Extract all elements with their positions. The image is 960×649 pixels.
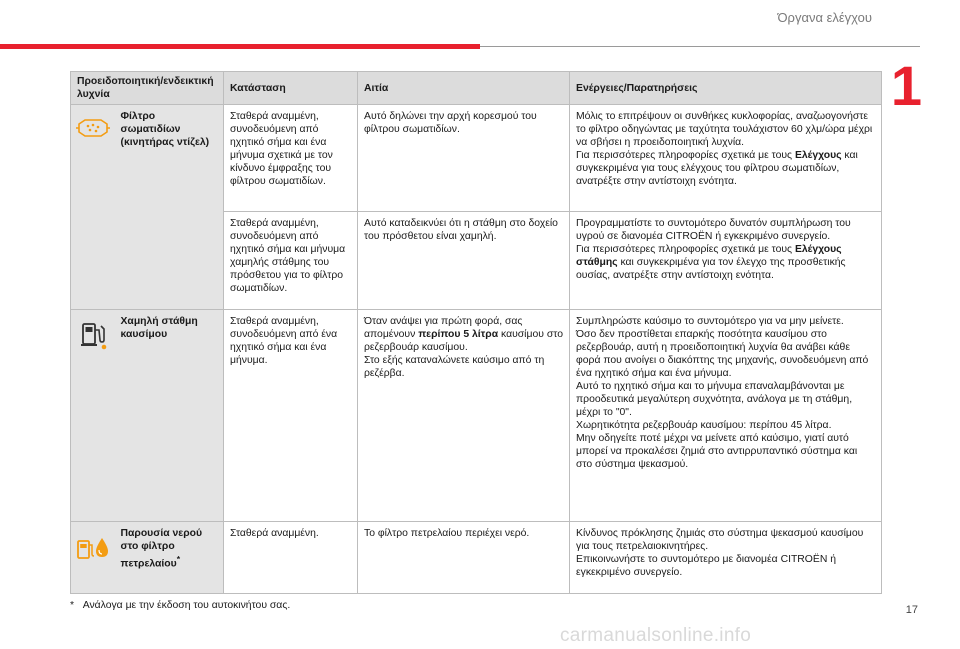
lamp-name [115, 522, 224, 594]
cause-text-part: Όταν ανάψει για πρώτη φορά, σας απομένουν [364, 316, 523, 340]
lamp-cause [358, 310, 570, 522]
action-text: Μόλις το επιτρέψουν οι συνθήκες κυκλοφορίας, αναζωογονήστε το φίλτρο οδηγώντας με ταχύτητα τουλάχιστον 60 χλμ/ώρα μέχρι να σβήσει η προειδοποιητική λυχνία. [576, 111, 873, 148]
action-text: Προγραμματίστε το συντομότερο δυνατόν συμπλήρωση του υγρού σε διανομέα CITROËN ή εγκεκριμένο συνεργείο. [576, 218, 851, 242]
lamp-cause: Το φίλτρο πετρελαίου περιέχει νερό. [358, 522, 570, 594]
action-text: Αυτό το ηχητικό σήμα και το μήνυμα επαναλαμβάνονται με προοδευτικά μεγαλύτερη συχνότητα, ανάλογα με τη στάθμη, μέχρι το "0". [576, 381, 853, 418]
watermark: carmanualsonline.info [560, 625, 752, 646]
fuel-pump-icon [71, 310, 115, 360]
chapter-number: 1 [890, 54, 922, 117]
footnote-text: Ανάλογα με την έκδοση του αυτοκινήτου σας. [82, 600, 291, 611]
page-number: 17 [905, 604, 918, 616]
action-text [576, 243, 875, 282]
lamp-action [570, 212, 882, 310]
lamp-state: Σταθερά αναμμένη, συνοδευόμενη από ηχητικό σήμα και ένα μήνυμα σχετικά με τον κίνδυνο έμφραξης του φίλτρου σωματιδίων. [224, 105, 358, 212]
footnote [70, 600, 290, 611]
action-text [576, 149, 875, 188]
cause-text-part: καυσίμου στο ρεζερβουάρ καυσίμου. [364, 329, 563, 353]
lamp-state: Σταθερά αναμμένη, συνοδευόμενη από ένα ηχητικό σήμα και ένα μήνυμα. [224, 310, 358, 522]
footnote-mark: * [70, 600, 75, 611]
icon-cell [71, 310, 115, 522]
lamp-name-text: Παρουσία νερού στο φίλτρο πετρελαίου [120, 528, 203, 570]
lamp-action [570, 522, 882, 594]
icon-cell [71, 522, 115, 594]
action-text: Όσο δεν προστίθεται επαρκής ποσότητα καυσίμου στο ρεζερβουάρ, αυτή η προειδοποιητική λυχνία θα ανάβει κάθε φορά που ανοίγει ο διακόπτης της μηχανής, συνοδευόμενη από ένα ηχητικό σήμα και ένα μήνυμα. [576, 329, 869, 379]
fuel-amount: περίπου 5 λίτρα [418, 329, 499, 340]
header-rule [480, 46, 920, 47]
column-header-action: Ενέργειες/Παρατηρήσεις [570, 72, 882, 105]
section-reference: Ελέγχους στάθμης [576, 244, 842, 268]
table-header-row [71, 72, 882, 105]
action-text: Κίνδυνος πρόκλησης ζημιάς στο σύστημα ψεκασμού καυσίμου για τους πετρελαιοκινητήρες. [576, 528, 864, 552]
column-header-lamp: Προειδοποιητική/ενδεικτική λυχνία [71, 72, 224, 105]
action-text: Συμπληρώστε καύσιμο το συντομότερο για να μην μείνετε. [576, 316, 844, 327]
header-accent-bar [0, 44, 480, 49]
section-reference: Ελέγχους [794, 150, 842, 161]
lamp-name: Χαμηλή στάθμη καυσίμου [115, 310, 224, 522]
cause-text: Στο εξής καταναλώνετε καύσιμο από τη ρεζέρβα. [364, 355, 545, 379]
lamp-cause: Αυτό δηλώνει την αρχή κορεσμού του φίλτρου σωματιδίων. [358, 105, 570, 212]
table-row [71, 310, 882, 522]
table-row [71, 105, 882, 212]
table-row [71, 522, 882, 594]
footnote-mark: * [176, 554, 181, 564]
icon-cell [71, 105, 115, 310]
action-text-part: Για περισσότερες πληροφορίες σχετικά με τους [576, 244, 795, 255]
lamp-cause: Αυτό καταδεικνύει ότι η στάθμη στο δοχείο του πρόσθετου είναι χαμηλή. [358, 212, 570, 310]
water-in-fuel-filter-icon [71, 522, 115, 574]
lamp-action [570, 310, 882, 522]
action-text: Επικοινωνήστε το συντομότερο με διανομέα CITROËN ή εγκεκριμένο συνεργείο. [576, 554, 836, 578]
lamp-action [570, 105, 882, 212]
particle-filter-icon [71, 105, 115, 151]
cause-text [364, 315, 563, 354]
action-text-part: και συγκεκριμένα για τον έλεγχο της προσθετικής ουσίας, ανατρέξτε στην αντίστοιχη ενότητα. [576, 257, 846, 281]
section-title: Όργανα ελέγχου [777, 10, 872, 25]
action-text-part: Για περισσότερες πληροφορίες σχετικά με τους [576, 150, 795, 161]
action-text: Χωρητικότητα ρεζερβουάρ καυσίμου: περίπου 45 λίτρα. [576, 420, 832, 431]
action-text-part: και συγκεκριμένα για τους ελέγχους του φίλτρου σωματιδίων, ανατρέξτε στην αντίστοιχη ενότητα. [576, 150, 858, 187]
column-header-state: Κατάσταση [224, 72, 358, 105]
lamp-state: Σταθερά αναμμένη, συνοδευόμενη από ηχητικό σήμα και μήνυμα χαμηλής στάθμης του πρόσθετου για το φίλτρο σωματιδίων. [224, 212, 358, 310]
lamp-state: Σταθερά αναμμένη. [224, 522, 358, 594]
lamp-name: Φίλτρο σωματιδίων (κινητήρας ντίζελ) [115, 105, 224, 310]
action-text: Μην οδηγείτε ποτέ μέχρι να μείνετε από καύσιμο, γιατί αυτό μπορεί να προκαλέσει ζημιά στο αντιρρυπαντικό σύστημα και στο σύστημα ψεκασμού. [576, 433, 858, 470]
warning-lamps-table [70, 71, 882, 594]
column-header-cause: Αιτία [358, 72, 570, 105]
